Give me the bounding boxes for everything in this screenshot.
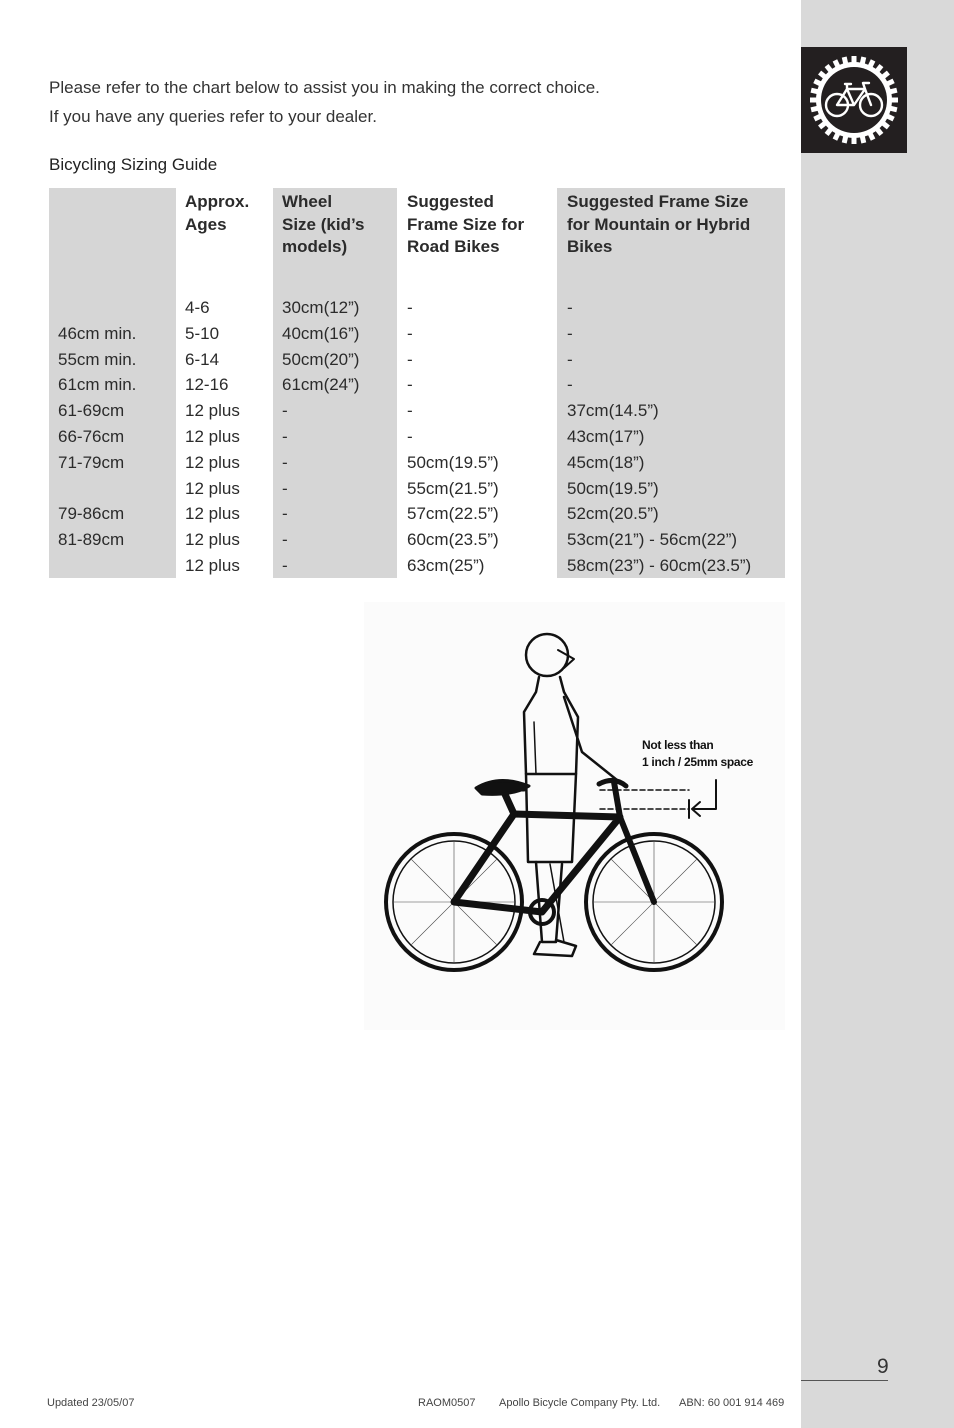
table-cell-ages: 12-16 <box>185 375 229 395</box>
table-cell-ages: 12 plus <box>185 504 240 524</box>
header-mtn-l2: for Mountain or Hybrid <box>567 214 751 234</box>
table-cell-road: - <box>407 323 413 343</box>
header-mountain-frame-size <box>567 191 750 259</box>
table-cell-mountain: 52cm(20.5”) <box>567 504 659 524</box>
sizing-guide-title: Bicycling Sizing Guide <box>49 155 218 174</box>
table-cell-road: 57cm(22.5”) <box>407 504 499 524</box>
table-cell-inseam: 66-76cm <box>58 427 125 446</box>
header-approx-ages <box>185 191 249 236</box>
table-cell-ages: 12 plus <box>185 401 240 421</box>
table-cell-road: 55cm(21.5”) <box>407 478 499 498</box>
table-cell-mountain: - <box>567 323 573 343</box>
table-cell-ages: 12 plus <box>185 478 240 498</box>
header-wheel-l3: models) <box>282 237 348 256</box>
table-cell-ages: 6-14 <box>185 349 220 369</box>
header-ages-l1: Approx. <box>185 192 250 211</box>
table-cell-road: 60cm(23.5”) <box>407 530 499 550</box>
header-wheel-size <box>282 191 365 259</box>
table-cell-wheel: 50cm(20”) <box>282 349 360 369</box>
table-cell-ages: 5-10 <box>185 323 220 343</box>
table-cell-road: 50cm(19.5”) <box>407 452 499 472</box>
annotation-line-2: 1 inch / 25mm space <box>642 755 754 769</box>
table-cell-wheel: - <box>282 427 288 446</box>
footer-abn: ABN: 60 001 914 469 <box>679 1397 785 1409</box>
table-cell-wheel: - <box>282 452 288 472</box>
table-cell-mountain: 58cm(23”) - 60cm(23.5”) <box>567 556 752 575</box>
table-cell-inseam: 61-69cm <box>58 401 125 421</box>
table-cell-ages: 12 plus <box>185 556 240 575</box>
header-road-l2: Frame Size for <box>407 214 525 234</box>
table-cell-mountain: 53cm(21”) - 56cm(22”) <box>567 530 738 550</box>
table-cell-wheel: - <box>282 401 288 421</box>
table-cell-inseam: 71-79cm <box>58 452 125 472</box>
footer-updated: Updated 23/05/07 <box>47 1397 135 1409</box>
header-road-l1: Suggested <box>407 192 494 211</box>
table-cell-road: - <box>407 375 413 395</box>
header-ages-l2: Ages <box>185 214 227 234</box>
table-cell-mountain: - <box>567 298 573 317</box>
header-mtn-l1: Suggested Frame Size <box>567 192 749 211</box>
table-cell-ages: 4-6 <box>185 298 210 317</box>
header-wheel-l1: Wheel <box>282 192 333 211</box>
table-cell-mountain: - <box>567 375 573 395</box>
table-cell-ages: 12 plus <box>185 530 240 550</box>
table-cell-road: - <box>407 298 413 317</box>
table-cell-inseam: 79-86cm <box>58 504 125 524</box>
table-cell-road: 63cm(25”) <box>407 556 485 575</box>
table-cell-wheel: - <box>282 530 288 550</box>
table-cell-mountain: - <box>567 349 573 369</box>
table-cell-mountain: 43cm(17”) <box>567 427 645 446</box>
annotation-line-1: Not less than <box>642 738 714 752</box>
page-number-rule <box>801 1380 888 1381</box>
table-cell-ages: 12 plus <box>185 427 240 446</box>
table-cell-wheel: - <box>282 504 288 524</box>
table-cell-road: - <box>407 349 413 369</box>
table-cell-mountain: 50cm(19.5”) <box>567 478 659 498</box>
bike-fit-illustration <box>364 602 785 1030</box>
right-sidebar <box>801 0 954 1428</box>
header-wheel-l2: Size (kid’s <box>282 214 365 234</box>
intro-line-2: If you have any queries refer to your dealer. <box>49 107 377 126</box>
table-cell-ages: 12 plus <box>185 452 240 472</box>
table-cell-wheel: - <box>282 556 288 575</box>
table-cell-inseam: 81-89cm <box>58 530 125 550</box>
footer-company: Apollo Bicycle Company Pty. Ltd. <box>499 1397 661 1409</box>
table-cell-inseam: 61cm min. <box>58 375 137 395</box>
header-road-frame-size <box>407 191 524 259</box>
table-cell-inseam: 46cm min. <box>58 323 137 343</box>
bicycle-gear-icon <box>801 47 907 153</box>
header-mtn-l3: Bikes <box>567 237 613 256</box>
table-cell-road: - <box>407 427 413 446</box>
table-cell-wheel: - <box>282 478 288 498</box>
page-number: 9 <box>877 1355 889 1378</box>
rider-standing-over-bike-illustration <box>364 602 785 1030</box>
table-cell-wheel: 30cm(12”) <box>282 298 360 317</box>
footer-code: RAOM0507 <box>418 1397 476 1409</box>
intro-line-1: Please refer to the chart below to assist you in making the correct choice. <box>49 78 600 97</box>
table-cell-mountain: 37cm(14.5”) <box>567 401 659 421</box>
table-cell-wheel: 61cm(24”) <box>282 375 360 395</box>
bicycle-badge <box>801 47 907 153</box>
table-cell-inseam: 55cm min. <box>58 349 137 369</box>
header-road-l3: Road Bikes <box>407 237 500 256</box>
table-cell-road: - <box>407 401 413 421</box>
table-cell-wheel: 40cm(16”) <box>282 323 360 343</box>
table-cell-mountain: 45cm(18”) <box>567 452 645 472</box>
